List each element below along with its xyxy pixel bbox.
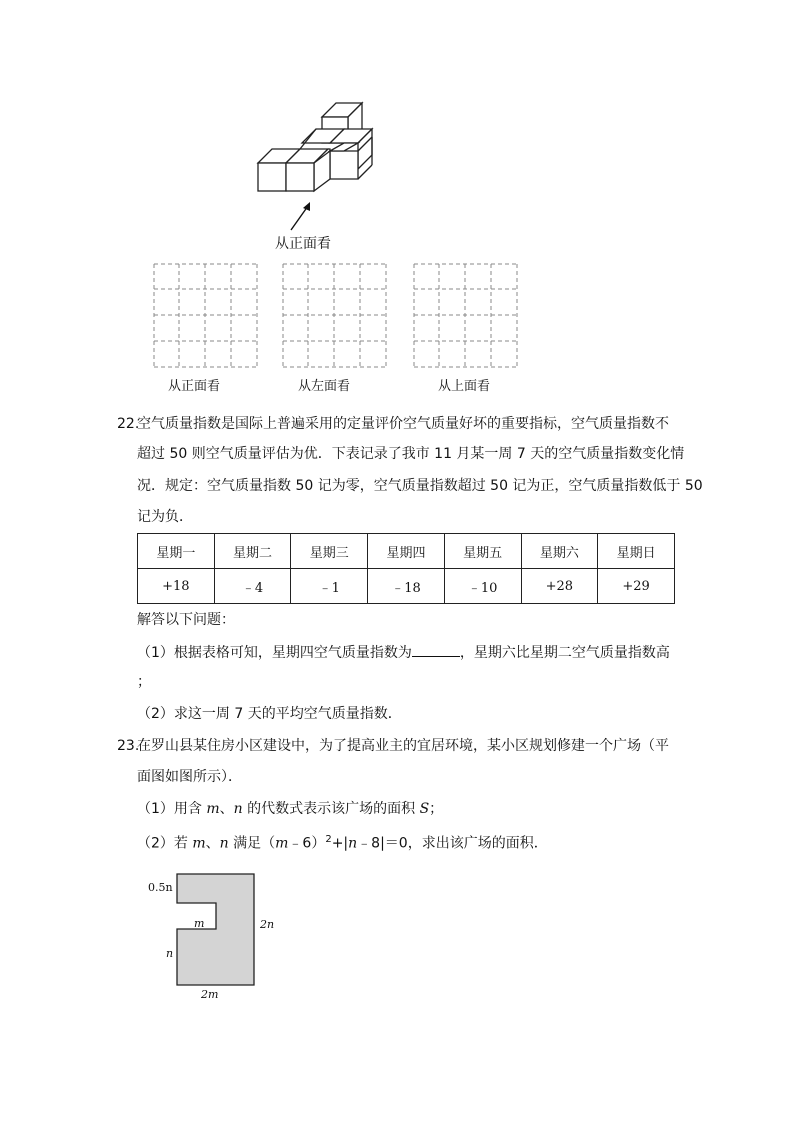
var-m: m (275, 835, 289, 852)
dashed-grid-front (153, 263, 259, 369)
text: +| (331, 835, 349, 852)
table-cell: +28 (521, 569, 598, 604)
table-cell: ﹣1 (291, 569, 368, 604)
label-right: 2n (260, 918, 275, 931)
q22-line-2: 超过 50 则空气质量评估为优．下表记录了我市 11 月某一周 7 天的空气质量指数变化情 (137, 446, 685, 462)
q22-line-3: 况．规定：空气质量指数 50 记为零，空气质量指数超过 50 记为正，空气质量指数低于 50 (137, 478, 703, 494)
arrow-label: 从正面看 (275, 236, 331, 252)
table-header-cell: 星期日 (598, 534, 675, 569)
grid-caption-front: 从正面看 (168, 379, 221, 394)
text: （2）若 (137, 835, 193, 852)
q22-number: 22. (117, 416, 140, 432)
q22-sub1-text-before: （1）根据表格可知，星期四空气质量指数为 (137, 645, 412, 661)
table-header-cell: 星期二 (214, 534, 291, 569)
var-m: m (192, 835, 206, 852)
table-header-cell: 星期四 (368, 534, 445, 569)
answer-blank (412, 640, 460, 657)
var-s: S (419, 801, 430, 817)
text: 、 (219, 801, 234, 817)
var-n: n (348, 835, 358, 852)
text: 满足（ (228, 835, 276, 852)
q22-sub1 (137, 640, 670, 664)
q22-sub2: （2）求这一周 7 天的平均空气质量指数． (137, 706, 402, 722)
var-m: m (206, 801, 220, 817)
table-header-cell: 星期三 (291, 534, 368, 569)
table-header-row (138, 534, 675, 569)
q22-answer-intro: 解答以下问题： (137, 612, 235, 628)
exponent: 2 (325, 834, 332, 845)
q23-number: 23. (117, 738, 140, 754)
q23-line-1: 在罗山县某住房小区建设中，为了提高业主的宜居环境，某小区规划修建一个广场（平 (137, 738, 669, 754)
q23-sub2 (137, 829, 548, 855)
text: ； (429, 801, 444, 817)
q22-sub1-text-after: ，星期六比星期二空气质量指数高 (459, 645, 670, 661)
text: ﹣6） (288, 835, 326, 852)
grid-caption-top: 从上面看 (438, 379, 491, 394)
table-row (138, 569, 675, 604)
plaza-plan-figure (176, 873, 256, 987)
var-n: n (233, 801, 243, 817)
table-cell: ﹣18 (368, 569, 445, 604)
label-bottom: 2m (201, 988, 219, 1001)
table-header-cell: 星期一 (138, 534, 215, 569)
table-cell: ﹣4 (214, 569, 291, 604)
q22-line-4: 记为负． (137, 509, 193, 525)
table-header-cell: 星期五 (444, 534, 521, 569)
table-cell: +29 (598, 569, 675, 604)
text: ﹣8|＝0，求出该广场的面积． (357, 835, 548, 852)
label-left: n (166, 947, 174, 960)
text: （1）用含 (137, 801, 207, 817)
view-arrow (286, 198, 316, 234)
dashed-grid-top (413, 263, 519, 369)
q23-line-2: 面图如图所示）． (137, 769, 242, 785)
table-cell: ﹣10 (444, 569, 521, 604)
grid-caption-left: 从左面看 (298, 379, 351, 394)
label-notch: m (194, 917, 205, 930)
dashed-grid-left (282, 263, 388, 369)
q23-sub1 (137, 798, 443, 820)
air-quality-table (137, 533, 675, 604)
var-n: n (219, 835, 229, 852)
table-header-cell: 星期六 (521, 534, 598, 569)
label-top-left: 0.5n (148, 881, 173, 894)
table-cell: +18 (138, 569, 215, 604)
q22-sub1-wrap: ； (137, 674, 151, 690)
cube-solid-figure (250, 95, 400, 195)
text: 的代数式表示该广场的面积 (242, 801, 420, 817)
q22-line-1: 空气质量指数是国际上普遍采用的定量评价空气质量好坏的重要指标，空气质量指数不 (137, 416, 669, 432)
text: 、 (205, 835, 220, 852)
